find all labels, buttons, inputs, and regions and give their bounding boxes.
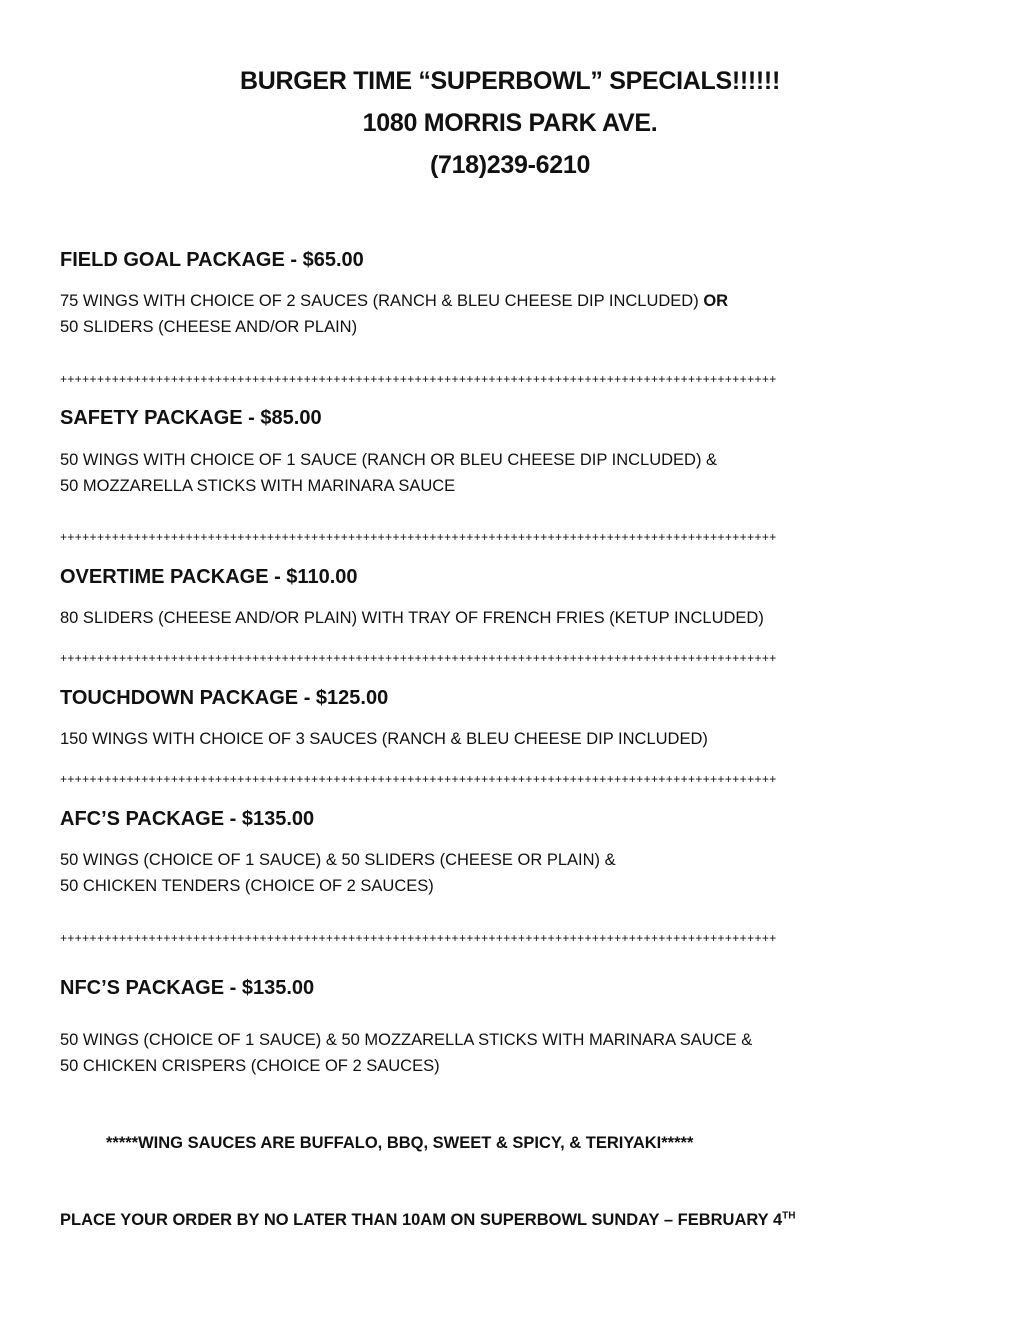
- phone-number: (718)239-6210: [429, 151, 591, 179]
- divider: +++++++++++++++++++++++++++++++++++++++++++++++++++++++++++++++++++++++++++++++++++++++++++++++++: [60, 931, 777, 945]
- package-title-afc: AFC’S PACKAGE - $135.00: [60, 808, 315, 830]
- package-title-field-goal: FIELD GOAL PACKAGE - $65.00: [60, 249, 364, 271]
- divider: +++++++++++++++++++++++++++++++++++++++++++++++++++++++++++++++++++++++++++++++++++++++++++++++++: [60, 530, 777, 544]
- package-line-safety-2: 50 MOZZARELLA STICKS WITH MARINARA SAUCE: [60, 477, 456, 495]
- order-deadline-note: [60, 1208, 795, 1232]
- divider: +++++++++++++++++++++++++++++++++++++++++++++++++++++++++++++++++++++++++++++++++++++++++++++++++: [60, 772, 777, 786]
- package-title-nfc: NFC’S PACKAGE - $135.00: [60, 977, 315, 999]
- package-or-label: OR: [703, 292, 729, 310]
- package-line-nfc-2: 50 CHICKEN CRISPERS (CHOICE OF 2 SAUCES): [60, 1057, 440, 1075]
- divider: +++++++++++++++++++++++++++++++++++++++++++++++++++++++++++++++++++++++++++++++++++++++++++++++++: [60, 372, 777, 386]
- order-deadline-superscript: TH: [782, 1210, 796, 1222]
- package-line-afc-2: 50 CHICKEN TENDERS (CHOICE OF 2 SAUCES): [60, 877, 434, 895]
- package-line-touchdown-1: 150 WINGS WITH CHOICE OF 3 SAUCES (RANCH & BLEU CHEESE DIP INCLUDED): [60, 730, 708, 748]
- package-line-overtime-1: 80 SLIDERS (CHEESE AND/OR PLAIN) WITH TRAY OF FRENCH FRIES (KETUP INCLUDED): [60, 609, 764, 627]
- divider: +++++++++++++++++++++++++++++++++++++++++++++++++++++++++++++++++++++++++++++++++++++++++++++++++: [60, 651, 777, 665]
- page-title: BURGER TIME “SUPERBOWL” SPECIALS!!!!!!: [240, 67, 780, 95]
- package-line-safety-1: 50 WINGS WITH CHOICE OF 1 SAUCE (RANCH OR BLEU CHEESE DIP INCLUDED) &: [60, 451, 718, 469]
- flyer-header: [0, 60, 1020, 186]
- package-title-overtime: OVERTIME PACKAGE - $110.00: [60, 566, 358, 588]
- package-line-field-goal-2: 50 SLIDERS (CHEESE AND/OR PLAIN): [60, 318, 358, 336]
- address: 1080 MORRIS PARK AVE.: [362, 109, 658, 137]
- order-deadline-text: PLACE YOUR ORDER BY NO LATER THAN 10AM ON SUPERBOWL SUNDAY – FEBRUARY 4: [60, 1211, 783, 1229]
- package-title-safety: SAFETY PACKAGE - $85.00: [60, 407, 322, 429]
- package-text: 75 WINGS WITH CHOICE OF 2 SAUCES (RANCH & BLEU CHEESE DIP INCLUDED): [60, 292, 704, 310]
- package-line-nfc-1: 50 WINGS (CHOICE OF 1 SAUCE) & 50 MOZZARELLA STICKS WITH MARINARA SAUCE &: [60, 1031, 753, 1049]
- sauce-note: *****WING SAUCES ARE BUFFALO, BBQ, SWEET & SPICY, & TERIYAKI*****: [106, 1134, 694, 1152]
- package-title-touchdown: TOUCHDOWN PACKAGE - $125.00: [60, 687, 389, 709]
- package-line-afc-1: 50 WINGS (CHOICE OF 1 SAUCE) & 50 SLIDERS (CHEESE OR PLAIN) &: [60, 851, 616, 869]
- package-line-field-goal-1: [60, 290, 728, 312]
